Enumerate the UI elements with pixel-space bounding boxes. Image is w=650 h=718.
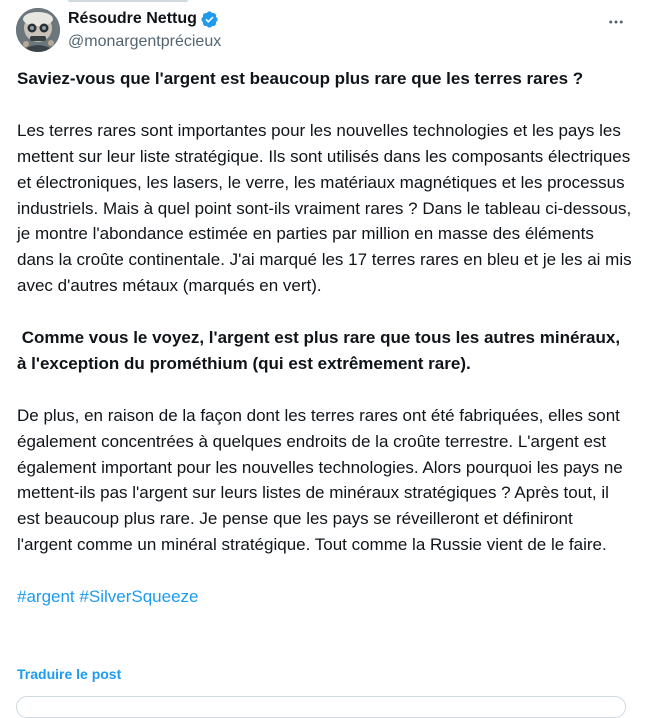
more-horizontal-icon[interactable]: [604, 10, 628, 34]
post-paragraph-4: De plus, en raison de la façon dont les terres rares ont été fabriquées, elles sont également concentrées à quelques endroits de la croûte terrestre. L'argent est également important pour les nouvelles technologies. Alors pourquoi les pays ne mettent-ils pas l'argent sur leurs listes de minéraux stratégiques ? Après tout, il est beaucoup plus rare. Je pense que les pays se réveilleront et définiront l'argent comme un minéral stratégique. Tout comme la Russie vient de le faire.: [17, 405, 628, 555]
post-header: [16, 4, 634, 54]
avatar[interactable]: [16, 8, 60, 52]
post-paragraph-1: Saviez-vous que l'argent est beaucoup plus rare que les terres rares ?: [17, 69, 584, 88]
author-display-name[interactable]: Résoudre Nettug: [68, 10, 197, 27]
hashtag-list: [17, 584, 632, 610]
post-text: [17, 66, 637, 610]
hashtag-argent[interactable]: #argent: [17, 587, 75, 607]
verified-badge-icon[interactable]: [200, 10, 219, 29]
paragraph-gap: [17, 377, 632, 403]
hashtag-silversqueeze[interactable]: #SilverSqueeze: [79, 587, 199, 607]
paragraph-gap: [17, 299, 632, 325]
post-paragraph-2: Les terres rares sont importantes pour les nouvelles technologies et les pays les mettent sur leur liste stratégique. Ils sont utilisés dans les composants électriques et électroniques, les lasers, le verre, les matériaux magnétiques et les processus industriels. Mais à quel point sont-ils vraiment rares ? Dans le tableau ci-dessous, je montre l'abondance estimée en parties par million en masse des éléments dans la croûte continentale. J'ai marqué les 17 terres rares en bleu et je les ai mis avec d'autres métaux (marqués en vert).: [17, 120, 637, 296]
paragraph-gap: [17, 92, 632, 118]
embedded-card-edge: [16, 696, 626, 718]
translate-post-link[interactable]: Traduire le post: [17, 666, 122, 682]
avatar-image: [16, 8, 60, 52]
paragraph-gap: [17, 558, 632, 584]
author-info: [68, 7, 221, 53]
previous-content-sliver: [68, 0, 188, 2]
author-handle[interactable]: @monargentprécieux: [68, 33, 222, 50]
post-paragraph-3: Comme vous le voyez, l'argent est plus rare que tous les autres minéraux, à l'exception du prométhium (qui est extrêmement rare).: [17, 328, 625, 373]
display-name-row: [68, 7, 221, 31]
